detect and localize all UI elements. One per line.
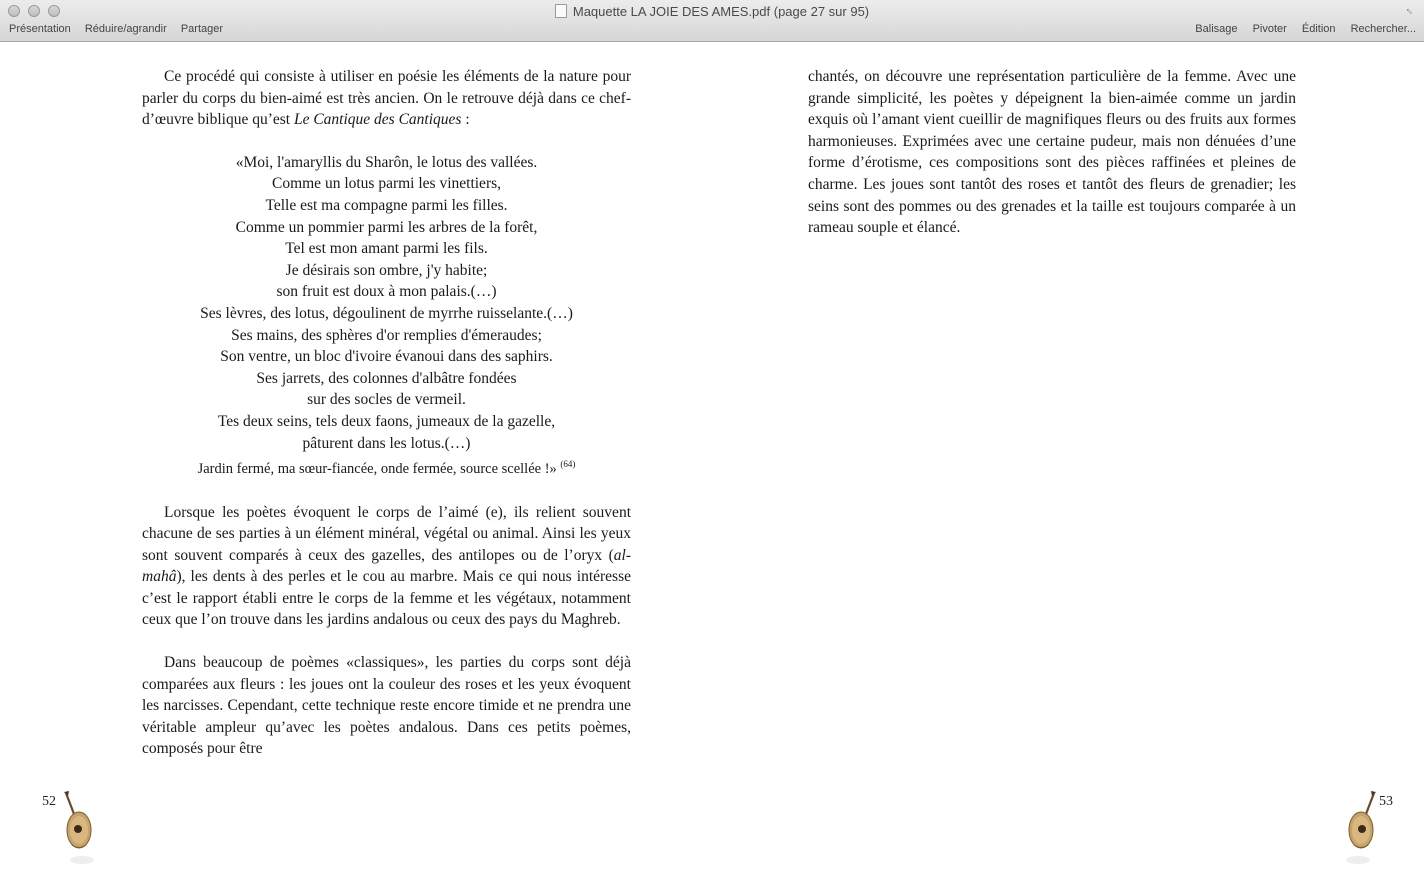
footnote-ref[interactable]: (64)	[560, 459, 576, 470]
poem-line: Ses lèvres, des lotus, dégoulinent de myrrhe ruisselante.(…)	[200, 304, 573, 322]
toolbar-left	[9, 23, 234, 35]
zoom-button[interactable]: Réduire/agrandir	[84, 23, 167, 35]
poem-line: «Moi, l'amaryllis du Sharôn, le lotus des vallées.	[235, 153, 538, 171]
poem-line: Son ventre, un bloc d'ivoire évanoui dans des saphirs.	[220, 348, 553, 366]
markup-button[interactable]: Balisage	[1195, 23, 1238, 35]
left-page	[142, 66, 631, 760]
right-page	[808, 66, 1296, 239]
arabic-term: al-mahâ	[142, 546, 631, 586]
paragraph-continued: chantés, on découvre une représentation particulière de la femme. Avec une grande simplicité, les poètes y dépeignent la bien-aimée comme un jardin exquis où l’amant vient cueillir de magnifiques fleurs ou des fruits aux formes harmonieuses. Exprimées avec une certaine pudeur, mais non dénuées d’une forme d’érotisme, ces compositions sont des pièces raffinées et pleines de charme. Les joues sont tantôt des roses et tantôt des fleurs de grenadier; les seins sont des pommes ou des grenades et la taille est toujours comparée à un rameau souple et élancé.	[808, 68, 1296, 237]
poem-line: Tes deux seins, tels deux faons, jumeaux de la gazelle,	[217, 412, 556, 430]
book-title: Le Cantique des Cantiques	[293, 111, 462, 129]
poem-line: Je désirais son ombre, j'y habite;	[285, 261, 488, 279]
oud-ornament-icon	[1344, 790, 1380, 864]
para2-text: Lorsque les poètes évoquent le corps de l’aimé (e), ils relient souvent chacune de ses parties à un élément minéral, végétal ou animal. Ainsi les yeux sont souvent comparés à ceux des gazelles, des antilopes ou de l’oryx (	[142, 503, 631, 564]
poem-line: Comme un pommier parmi les arbres de la forêt,	[235, 218, 538, 236]
window-titlebar	[0, 0, 1424, 42]
paragraph-classic-poems: Dans beaucoup de poèmes «classiques», les parties du corps sont déjà comparées aux fleurs : les joues ont la couleur des roses et les yeux évoquent les narcisses. Cependant, cette technique reste encore timide et ne prendra une véritable ampleur qu’avec les poètes andalous. Dans ces petits poèmes, composés pour être	[142, 654, 631, 758]
window-title: Maquette LA JOIE DES AMES.pdf (page 27 sur 95)	[572, 4, 870, 19]
page-number-left: 52	[42, 794, 56, 809]
share-button[interactable]: Partager	[180, 23, 224, 35]
oud-ornament-icon	[60, 790, 96, 864]
toolbar-right	[1183, 23, 1416, 35]
poem-line: Comme un lotus parmi les vinettiers,	[271, 175, 502, 193]
search-button[interactable]: Rechercher...	[1350, 23, 1416, 35]
poem-line: sur des socles de vermeil.	[307, 391, 466, 409]
edit-button[interactable]: Édition	[1301, 23, 1336, 35]
poem-line: Telle est ma compagne parmi les filles.	[265, 196, 508, 214]
poem-line: Ses jarrets, des colonnes d'albâtre fondées	[256, 369, 517, 387]
intro-colon: :	[461, 111, 470, 129]
poem-line: son fruit est doux à mon palais.(…)	[276, 283, 497, 301]
para2-text-end: ), les dents à des perles et le cou au marbre. Mais ce qui nous intéresse c’est le rapport établi entre le corps de la femme et les végétaux, notamment ceux que l’on trouve dans les jardins andalous ou ceux des pays du Maghreb.	[142, 568, 631, 629]
fullscreen-icon[interactable]: ⇔	[1401, 2, 1418, 20]
intro-text: Ce procédé qui consiste à utiliser en poésie les éléments de la nature pour parler du corps du bien-aimé est très ancien. On le retrouve déjà dans ce chef-d’œuvre biblique qu’est	[142, 68, 631, 129]
page-number-right: 53	[1379, 794, 1393, 809]
poem-line: Ses mains, des sphères d'or remplies d'émeraudes;	[231, 326, 542, 344]
paragraph-body-parts	[142, 502, 631, 632]
window-title-area	[0, 3, 1424, 21]
presentation-button[interactable]: Présentation	[9, 23, 71, 35]
poem-line: pâturent dans les lotus.(…)	[302, 434, 471, 452]
poem-quote	[142, 152, 631, 481]
poem-line: Tel est mon amant parmi les fils.	[285, 240, 488, 258]
poem-last-text: Jardin fermé, ma sœur-fiancée, onde fermée, source scellée !»	[197, 460, 557, 477]
rotate-button[interactable]: Pivoter	[1252, 23, 1287, 35]
poem-last-line	[142, 454, 631, 480]
intro-paragraph	[142, 66, 631, 131]
pdf-document-icon[interactable]	[555, 4, 567, 18]
